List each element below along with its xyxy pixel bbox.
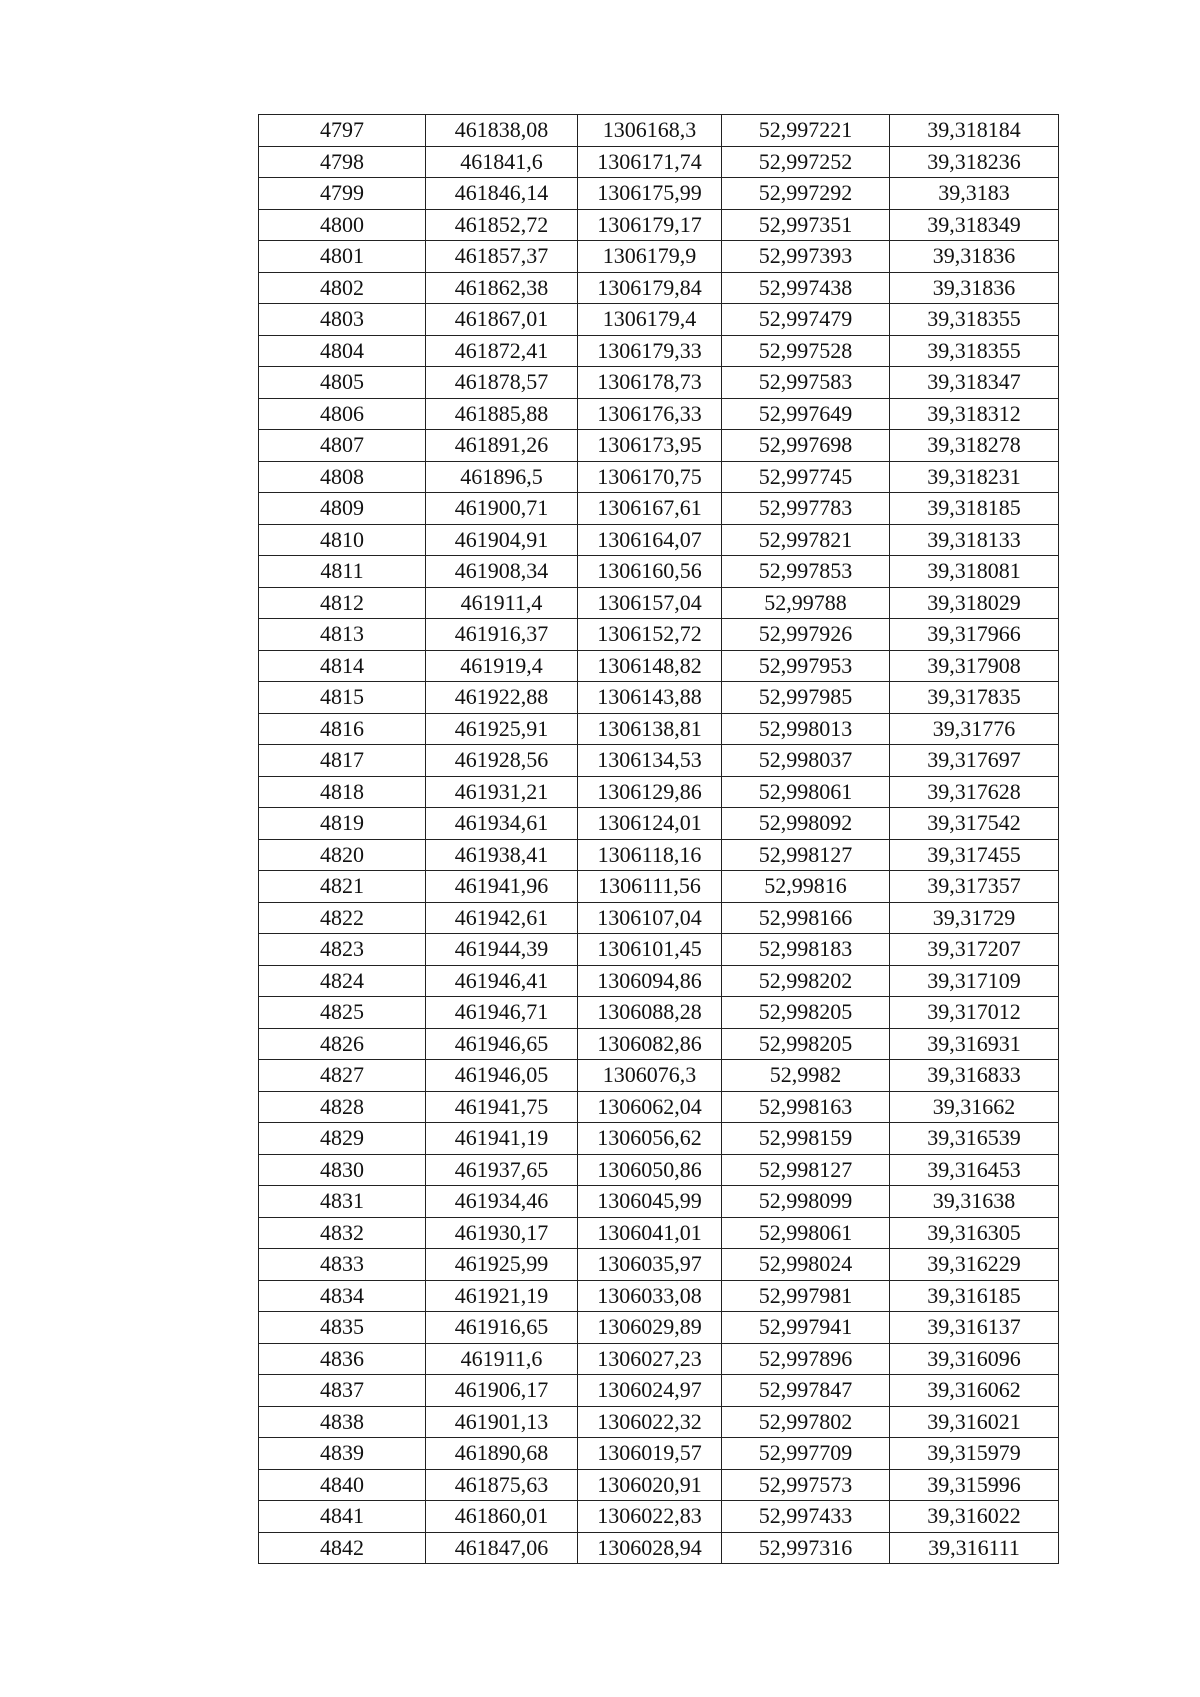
x-coordinate-cell: 461942,61 (426, 902, 578, 934)
latitude-cell: 52,998183 (722, 934, 890, 966)
table-row (259, 934, 1059, 966)
point-number-cell: 4813 (259, 619, 426, 651)
table-row (259, 713, 1059, 745)
latitude-cell: 52,997847 (722, 1375, 890, 1407)
table-row (259, 965, 1059, 997)
latitude-cell: 52,997783 (722, 493, 890, 525)
y-coordinate-cell: 1306041,01 (578, 1217, 722, 1249)
latitude-cell: 52,998205 (722, 997, 890, 1029)
latitude-cell: 52,997953 (722, 650, 890, 682)
y-coordinate-cell: 1306164,07 (578, 524, 722, 556)
point-number-cell: 4832 (259, 1217, 426, 1249)
point-number-cell: 4833 (259, 1249, 426, 1281)
table-row (259, 241, 1059, 273)
latitude-cell: 52,998061 (722, 1217, 890, 1249)
x-coordinate-cell: 461890,68 (426, 1438, 578, 1470)
x-coordinate-cell: 461904,91 (426, 524, 578, 556)
x-coordinate-cell: 461900,71 (426, 493, 578, 525)
longitude-cell: 39,316111 (890, 1532, 1059, 1564)
x-coordinate-cell: 461925,99 (426, 1249, 578, 1281)
table-row (259, 1469, 1059, 1501)
table-row (259, 1154, 1059, 1186)
longitude-cell: 39,317012 (890, 997, 1059, 1029)
x-coordinate-cell: 461922,88 (426, 682, 578, 714)
x-coordinate-cell: 461857,37 (426, 241, 578, 273)
y-coordinate-cell: 1306178,73 (578, 367, 722, 399)
latitude-cell: 52,997649 (722, 398, 890, 430)
table-row (259, 146, 1059, 178)
x-coordinate-cell: 461938,41 (426, 839, 578, 871)
x-coordinate-cell: 461928,56 (426, 745, 578, 777)
point-number-cell: 4830 (259, 1154, 426, 1186)
table-row (259, 209, 1059, 241)
longitude-cell: 39,31836 (890, 272, 1059, 304)
longitude-cell: 39,315979 (890, 1438, 1059, 1470)
latitude-cell: 52,997252 (722, 146, 890, 178)
latitude-cell: 52,997583 (722, 367, 890, 399)
table-row (259, 745, 1059, 777)
latitude-cell: 52,997709 (722, 1438, 890, 1470)
x-coordinate-cell: 461937,65 (426, 1154, 578, 1186)
x-coordinate-cell: 461946,41 (426, 965, 578, 997)
x-coordinate-cell: 461944,39 (426, 934, 578, 966)
point-number-cell: 4837 (259, 1375, 426, 1407)
x-coordinate-cell: 461896,5 (426, 461, 578, 493)
latitude-cell: 52,9982 (722, 1060, 890, 1092)
y-coordinate-cell: 1306148,82 (578, 650, 722, 682)
longitude-cell: 39,316137 (890, 1312, 1059, 1344)
longitude-cell: 39,318236 (890, 146, 1059, 178)
y-coordinate-cell: 1306107,04 (578, 902, 722, 934)
longitude-cell: 39,318312 (890, 398, 1059, 430)
y-coordinate-cell: 1306101,45 (578, 934, 722, 966)
longitude-cell: 39,318133 (890, 524, 1059, 556)
latitude-cell: 52,997393 (722, 241, 890, 273)
x-coordinate-cell: 461847,06 (426, 1532, 578, 1564)
latitude-cell: 52,997292 (722, 178, 890, 210)
table-row (259, 1312, 1059, 1344)
y-coordinate-cell: 1306170,75 (578, 461, 722, 493)
table-row (259, 493, 1059, 525)
latitude-cell: 52,998037 (722, 745, 890, 777)
table-row (259, 1280, 1059, 1312)
y-coordinate-cell: 1306111,56 (578, 871, 722, 903)
coordinates-table-body (259, 115, 1059, 1564)
y-coordinate-cell: 1306020,91 (578, 1469, 722, 1501)
point-number-cell: 4826 (259, 1028, 426, 1060)
x-coordinate-cell: 461885,88 (426, 398, 578, 430)
latitude-cell: 52,998061 (722, 776, 890, 808)
x-coordinate-cell: 461946,71 (426, 997, 578, 1029)
point-number-cell: 4798 (259, 146, 426, 178)
x-coordinate-cell: 461916,65 (426, 1312, 578, 1344)
point-number-cell: 4812 (259, 587, 426, 619)
longitude-cell: 39,318278 (890, 430, 1059, 462)
point-number-cell: 4831 (259, 1186, 426, 1218)
point-number-cell: 4840 (259, 1469, 426, 1501)
point-number-cell: 4797 (259, 115, 426, 147)
y-coordinate-cell: 1306035,97 (578, 1249, 722, 1281)
table-row (259, 776, 1059, 808)
table-row (259, 304, 1059, 336)
longitude-cell: 39,316539 (890, 1123, 1059, 1155)
y-coordinate-cell: 1306045,99 (578, 1186, 722, 1218)
point-number-cell: 4824 (259, 965, 426, 997)
latitude-cell: 52,997802 (722, 1406, 890, 1438)
longitude-cell: 39,318355 (890, 304, 1059, 336)
point-number-cell: 4823 (259, 934, 426, 966)
latitude-cell: 52,997316 (722, 1532, 890, 1564)
latitude-cell: 52,997926 (722, 619, 890, 651)
latitude-cell: 52,997853 (722, 556, 890, 588)
point-number-cell: 4814 (259, 650, 426, 682)
longitude-cell: 39,317455 (890, 839, 1059, 871)
point-number-cell: 4825 (259, 997, 426, 1029)
y-coordinate-cell: 1306143,88 (578, 682, 722, 714)
point-number-cell: 4836 (259, 1343, 426, 1375)
y-coordinate-cell: 1306022,83 (578, 1501, 722, 1533)
x-coordinate-cell: 461878,57 (426, 367, 578, 399)
latitude-cell: 52,997821 (722, 524, 890, 556)
point-number-cell: 4819 (259, 808, 426, 840)
x-coordinate-cell: 461911,4 (426, 587, 578, 619)
x-coordinate-cell: 461921,19 (426, 1280, 578, 1312)
x-coordinate-cell: 461946,05 (426, 1060, 578, 1092)
x-coordinate-cell: 461901,13 (426, 1406, 578, 1438)
longitude-cell: 39,317628 (890, 776, 1059, 808)
longitude-cell: 39,316096 (890, 1343, 1059, 1375)
latitude-cell: 52,998024 (722, 1249, 890, 1281)
point-number-cell: 4811 (259, 556, 426, 588)
x-coordinate-cell: 461838,08 (426, 115, 578, 147)
table-row (259, 1501, 1059, 1533)
point-number-cell: 4828 (259, 1091, 426, 1123)
longitude-cell: 39,316021 (890, 1406, 1059, 1438)
point-number-cell: 4799 (259, 178, 426, 210)
table-row (259, 997, 1059, 1029)
coordinates-table (258, 114, 1059, 1564)
table-row (259, 461, 1059, 493)
y-coordinate-cell: 1306022,32 (578, 1406, 722, 1438)
longitude-cell: 39,316229 (890, 1249, 1059, 1281)
x-coordinate-cell: 461867,01 (426, 304, 578, 336)
point-number-cell: 4801 (259, 241, 426, 273)
y-coordinate-cell: 1306129,86 (578, 776, 722, 808)
x-coordinate-cell: 461930,17 (426, 1217, 578, 1249)
point-number-cell: 4842 (259, 1532, 426, 1564)
latitude-cell: 52,997528 (722, 335, 890, 367)
point-number-cell: 4818 (259, 776, 426, 808)
longitude-cell: 39,318349 (890, 209, 1059, 241)
longitude-cell: 39,317966 (890, 619, 1059, 651)
x-coordinate-cell: 461860,01 (426, 1501, 578, 1533)
point-number-cell: 4807 (259, 430, 426, 462)
x-coordinate-cell: 461934,61 (426, 808, 578, 840)
latitude-cell: 52,99788 (722, 587, 890, 619)
table-row (259, 556, 1059, 588)
latitude-cell: 52,997479 (722, 304, 890, 336)
point-number-cell: 4821 (259, 871, 426, 903)
longitude-cell: 39,316185 (890, 1280, 1059, 1312)
table-row (259, 1091, 1059, 1123)
y-coordinate-cell: 1306033,08 (578, 1280, 722, 1312)
longitude-cell: 39,316062 (890, 1375, 1059, 1407)
point-number-cell: 4835 (259, 1312, 426, 1344)
longitude-cell: 39,3183 (890, 178, 1059, 210)
latitude-cell: 52,997981 (722, 1280, 890, 1312)
point-number-cell: 4806 (259, 398, 426, 430)
latitude-cell: 52,998159 (722, 1123, 890, 1155)
point-number-cell: 4829 (259, 1123, 426, 1155)
x-coordinate-cell: 461941,75 (426, 1091, 578, 1123)
table-row (259, 115, 1059, 147)
y-coordinate-cell: 1306167,61 (578, 493, 722, 525)
longitude-cell: 39,317835 (890, 682, 1059, 714)
y-coordinate-cell: 1306062,04 (578, 1091, 722, 1123)
table-row (259, 272, 1059, 304)
y-coordinate-cell: 1306171,74 (578, 146, 722, 178)
x-coordinate-cell: 461852,72 (426, 209, 578, 241)
latitude-cell: 52,997745 (722, 461, 890, 493)
y-coordinate-cell: 1306082,86 (578, 1028, 722, 1060)
longitude-cell: 39,318081 (890, 556, 1059, 588)
longitude-cell: 39,31836 (890, 241, 1059, 273)
y-coordinate-cell: 1306179,9 (578, 241, 722, 273)
y-coordinate-cell: 1306050,86 (578, 1154, 722, 1186)
longitude-cell: 39,318231 (890, 461, 1059, 493)
latitude-cell: 52,998099 (722, 1186, 890, 1218)
point-number-cell: 4820 (259, 839, 426, 871)
y-coordinate-cell: 1306157,04 (578, 587, 722, 619)
y-coordinate-cell: 1306175,99 (578, 178, 722, 210)
table-row (259, 524, 1059, 556)
y-coordinate-cell: 1306088,28 (578, 997, 722, 1029)
x-coordinate-cell: 461891,26 (426, 430, 578, 462)
table-row (259, 587, 1059, 619)
longitude-cell: 39,317908 (890, 650, 1059, 682)
table-row (259, 871, 1059, 903)
y-coordinate-cell: 1306056,62 (578, 1123, 722, 1155)
latitude-cell: 52,998166 (722, 902, 890, 934)
longitude-cell: 39,318185 (890, 493, 1059, 525)
table-row (259, 398, 1059, 430)
latitude-cell: 52,997896 (722, 1343, 890, 1375)
longitude-cell: 39,31638 (890, 1186, 1059, 1218)
y-coordinate-cell: 1306118,16 (578, 839, 722, 871)
x-coordinate-cell: 461911,6 (426, 1343, 578, 1375)
y-coordinate-cell: 1306124,01 (578, 808, 722, 840)
longitude-cell: 39,316453 (890, 1154, 1059, 1186)
y-coordinate-cell: 1306176,33 (578, 398, 722, 430)
y-coordinate-cell: 1306027,23 (578, 1343, 722, 1375)
longitude-cell: 39,318029 (890, 587, 1059, 619)
latitude-cell: 52,997985 (722, 682, 890, 714)
y-coordinate-cell: 1306024,97 (578, 1375, 722, 1407)
point-number-cell: 4827 (259, 1060, 426, 1092)
longitude-cell: 39,31662 (890, 1091, 1059, 1123)
x-coordinate-cell: 461925,91 (426, 713, 578, 745)
x-coordinate-cell: 461841,6 (426, 146, 578, 178)
longitude-cell: 39,31729 (890, 902, 1059, 934)
point-number-cell: 4839 (259, 1438, 426, 1470)
longitude-cell: 39,316022 (890, 1501, 1059, 1533)
table-row (259, 178, 1059, 210)
x-coordinate-cell: 461941,96 (426, 871, 578, 903)
latitude-cell: 52,998092 (722, 808, 890, 840)
x-coordinate-cell: 461941,19 (426, 1123, 578, 1155)
table-row (259, 1217, 1059, 1249)
latitude-cell: 52,997573 (722, 1469, 890, 1501)
longitude-cell: 39,318355 (890, 335, 1059, 367)
point-number-cell: 4834 (259, 1280, 426, 1312)
table-row (259, 1438, 1059, 1470)
x-coordinate-cell: 461946,65 (426, 1028, 578, 1060)
y-coordinate-cell: 1306019,57 (578, 1438, 722, 1470)
point-number-cell: 4804 (259, 335, 426, 367)
point-number-cell: 4817 (259, 745, 426, 777)
y-coordinate-cell: 1306029,89 (578, 1312, 722, 1344)
point-number-cell: 4841 (259, 1501, 426, 1533)
longitude-cell: 39,316931 (890, 1028, 1059, 1060)
y-coordinate-cell: 1306076,3 (578, 1060, 722, 1092)
x-coordinate-cell: 461919,4 (426, 650, 578, 682)
y-coordinate-cell: 1306179,17 (578, 209, 722, 241)
table-row (259, 335, 1059, 367)
point-number-cell: 4803 (259, 304, 426, 336)
table-row (259, 1249, 1059, 1281)
table-row (259, 902, 1059, 934)
longitude-cell: 39,317109 (890, 965, 1059, 997)
table-row (259, 367, 1059, 399)
y-coordinate-cell: 1306134,53 (578, 745, 722, 777)
latitude-cell: 52,997438 (722, 272, 890, 304)
latitude-cell: 52,99816 (722, 871, 890, 903)
latitude-cell: 52,998205 (722, 1028, 890, 1060)
y-coordinate-cell: 1306179,84 (578, 272, 722, 304)
latitude-cell: 52,997351 (722, 209, 890, 241)
x-coordinate-cell: 461872,41 (426, 335, 578, 367)
point-number-cell: 4810 (259, 524, 426, 556)
table-row (259, 1532, 1059, 1564)
point-number-cell: 4815 (259, 682, 426, 714)
longitude-cell: 39,317697 (890, 745, 1059, 777)
latitude-cell: 52,998127 (722, 839, 890, 871)
table-row (259, 1375, 1059, 1407)
longitude-cell: 39,317207 (890, 934, 1059, 966)
y-coordinate-cell: 1306160,56 (578, 556, 722, 588)
latitude-cell: 52,998202 (722, 965, 890, 997)
latitude-cell: 52,997221 (722, 115, 890, 147)
table-row (259, 619, 1059, 651)
latitude-cell: 52,997941 (722, 1312, 890, 1344)
latitude-cell: 52,997433 (722, 1501, 890, 1533)
x-coordinate-cell: 461875,63 (426, 1469, 578, 1501)
y-coordinate-cell: 1306179,4 (578, 304, 722, 336)
point-number-cell: 4822 (259, 902, 426, 934)
longitude-cell: 39,31776 (890, 713, 1059, 745)
table-row (259, 430, 1059, 462)
longitude-cell: 39,317357 (890, 871, 1059, 903)
table-row (259, 1343, 1059, 1375)
x-coordinate-cell: 461862,38 (426, 272, 578, 304)
y-coordinate-cell: 1306168,3 (578, 115, 722, 147)
longitude-cell: 39,316833 (890, 1060, 1059, 1092)
point-number-cell: 4816 (259, 713, 426, 745)
x-coordinate-cell: 461931,21 (426, 776, 578, 808)
longitude-cell: 39,315996 (890, 1469, 1059, 1501)
table-row (259, 839, 1059, 871)
y-coordinate-cell: 1306179,33 (578, 335, 722, 367)
point-number-cell: 4808 (259, 461, 426, 493)
longitude-cell: 39,318347 (890, 367, 1059, 399)
table-row (259, 1028, 1059, 1060)
table-row (259, 682, 1059, 714)
table-row (259, 1406, 1059, 1438)
longitude-cell: 39,317542 (890, 808, 1059, 840)
latitude-cell: 52,998013 (722, 713, 890, 745)
point-number-cell: 4800 (259, 209, 426, 241)
point-number-cell: 4838 (259, 1406, 426, 1438)
y-coordinate-cell: 1306173,95 (578, 430, 722, 462)
longitude-cell: 39,316305 (890, 1217, 1059, 1249)
x-coordinate-cell: 461906,17 (426, 1375, 578, 1407)
table-row (259, 1060, 1059, 1092)
point-number-cell: 4809 (259, 493, 426, 525)
y-coordinate-cell: 1306094,86 (578, 965, 722, 997)
table-row (259, 1186, 1059, 1218)
x-coordinate-cell: 461916,37 (426, 619, 578, 651)
x-coordinate-cell: 461934,46 (426, 1186, 578, 1218)
longitude-cell: 39,318184 (890, 115, 1059, 147)
point-number-cell: 4805 (259, 367, 426, 399)
x-coordinate-cell: 461846,14 (426, 178, 578, 210)
x-coordinate-cell: 461908,34 (426, 556, 578, 588)
point-number-cell: 4802 (259, 272, 426, 304)
table-row (259, 650, 1059, 682)
y-coordinate-cell: 1306152,72 (578, 619, 722, 651)
y-coordinate-cell: 1306138,81 (578, 713, 722, 745)
latitude-cell: 52,997698 (722, 430, 890, 462)
latitude-cell: 52,998163 (722, 1091, 890, 1123)
y-coordinate-cell: 1306028,94 (578, 1532, 722, 1564)
table-row (259, 1123, 1059, 1155)
latitude-cell: 52,998127 (722, 1154, 890, 1186)
table-row (259, 808, 1059, 840)
